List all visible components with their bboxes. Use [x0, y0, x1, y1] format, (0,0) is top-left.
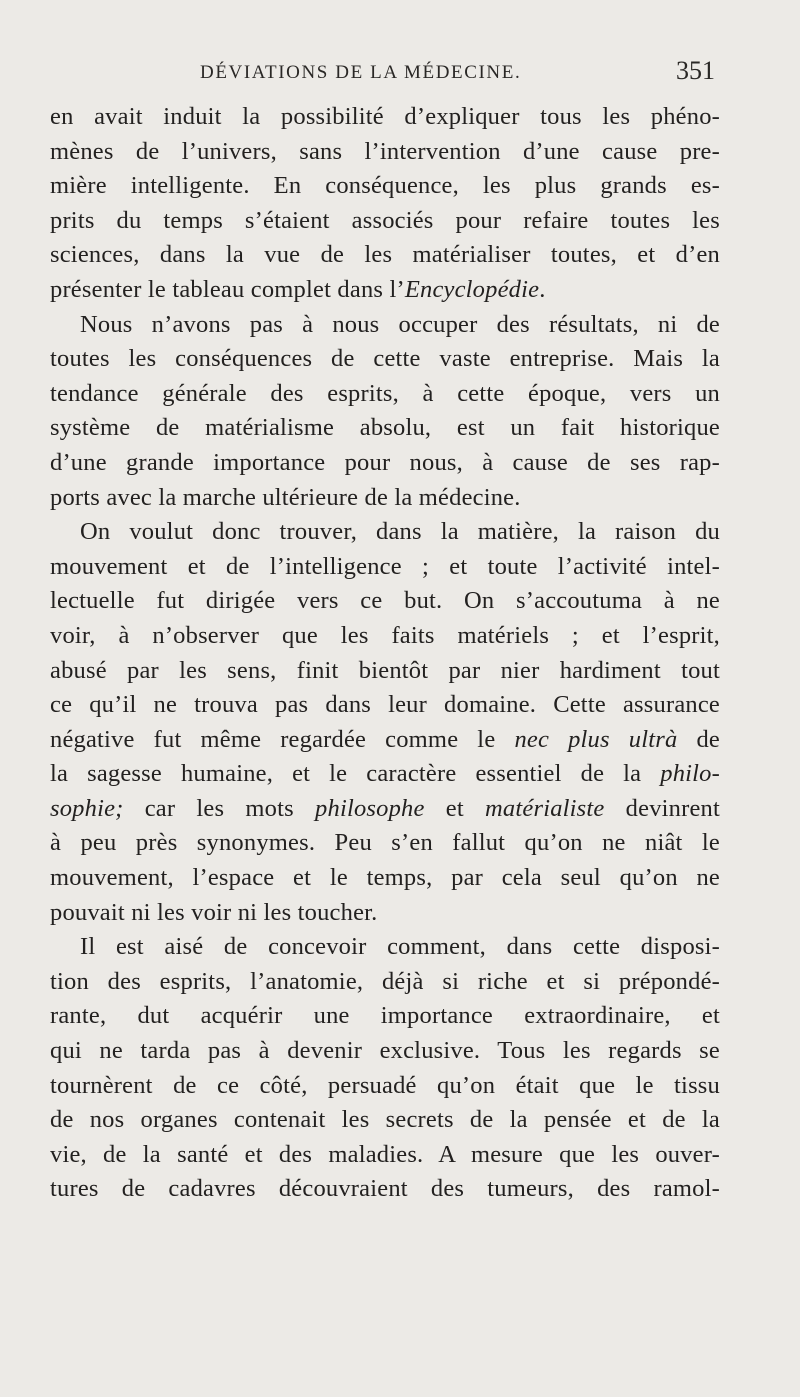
text-line: lectuelle fut dirigée vers ce but. On s’accoutuma à ne [50, 587, 720, 615]
text-line: On voulut donc trouver, dans la matière, la raison du [80, 518, 720, 546]
text-line: tures de cadavres découvraient des tumeurs, des ramol- [50, 1175, 720, 1203]
text-line: vie, de la santé et des maladies. A mesure que les ouver- [50, 1140, 720, 1168]
text-line: ports avec la marche ultérieure de la médecine. [50, 483, 521, 511]
text-line: à peu près synonymes. Peu s’en fallut qu’on ne niât le [50, 829, 720, 857]
text-run: et [424, 794, 486, 822]
italic-phrase: matérialiste [485, 794, 605, 822]
text-line: d’une grande importance pour nous, à cause de ses rap- [50, 448, 720, 476]
text-line: abusé par les sens, finit bientôt par nier hardiment tout [50, 656, 720, 684]
italic-phrase: nec plus ultrà [514, 725, 678, 753]
text-run: . [539, 275, 546, 303]
body-text [50, 100, 720, 1207]
text-run: devinrent [604, 794, 720, 822]
text-run: de [677, 725, 720, 753]
text-run: présenter le tableau complet dans l’ [50, 275, 405, 303]
text-run: la sagesse humaine, et le caractère essentiel de la [50, 760, 661, 788]
text-run: car les mots [123, 794, 316, 822]
text-line: mouvement et de l’intelligence ; et toute l’activité intel- [50, 552, 720, 580]
text-line: prits du temps s’étaient associés pour refaire toutes les [50, 206, 720, 234]
text-line: de nos organes contenait les secrets de la pensée et de la [50, 1106, 720, 1134]
text-line: en avait induit la possibilité d’expliquer tous les phéno- [50, 103, 720, 130]
text-line [50, 723, 720, 758]
text-line: qui ne tarda pas à devenir exclusive. Tous les regards se [50, 1037, 720, 1065]
page-number: 351 [676, 56, 715, 85]
text-line: mouvement, l’espace et le temps, par cela seul qu’on ne [50, 864, 720, 892]
text-line [50, 273, 720, 308]
italic-title: Encyclopédie [404, 275, 540, 303]
text-run: négative fut même regardée comme le [50, 725, 515, 753]
text-line: toutes les conséquences de cette vaste entreprise. Mais la [50, 345, 720, 373]
text-line: rante, dut acquérir une importance extraordinaire, et [50, 1002, 720, 1030]
running-head: DÉVIATIONS DE LA MÉDECINE. [200, 62, 522, 83]
text-line: sciences, dans la vue de les matérialiser toutes, et d’en [50, 241, 720, 269]
text-line: tendance générale des esprits, à cette époque, vers un [50, 379, 720, 407]
text-line: mènes de l’univers, sans l’intervention d’une cause pre- [50, 137, 720, 165]
italic-phrase: philosophe [315, 794, 425, 822]
text-line [50, 757, 720, 792]
text-line: tournèrent de ce côté, persuadé qu’on était que le tissu [50, 1071, 720, 1099]
text-line: tion des esprits, l’anatomie, déjà si riche et si prépondé- [50, 967, 720, 995]
text-line: voir, à n’observer que les faits matériels ; et l’esprit, [50, 621, 720, 649]
text-line: mière intelligente. En conséquence, les plus grands es- [50, 172, 720, 200]
text-line: système de matérialisme absolu, est un fait historique [50, 414, 720, 442]
page-header [50, 56, 715, 92]
text-line: pouvait ni les voir ni les toucher. [50, 898, 378, 926]
italic-phrase: philo- [660, 760, 720, 788]
text-line: Il est aisé de concevoir comment, dans cette disposi- [80, 933, 720, 961]
text-line [50, 792, 720, 827]
text-line: Nous n’avons pas à nous occuper des résultats, ni de [80, 310, 720, 338]
text-line: ce qu’il ne trouva pas dans leur domaine. Cette assurance [50, 691, 720, 719]
italic-phrase: sophie; [50, 794, 124, 822]
